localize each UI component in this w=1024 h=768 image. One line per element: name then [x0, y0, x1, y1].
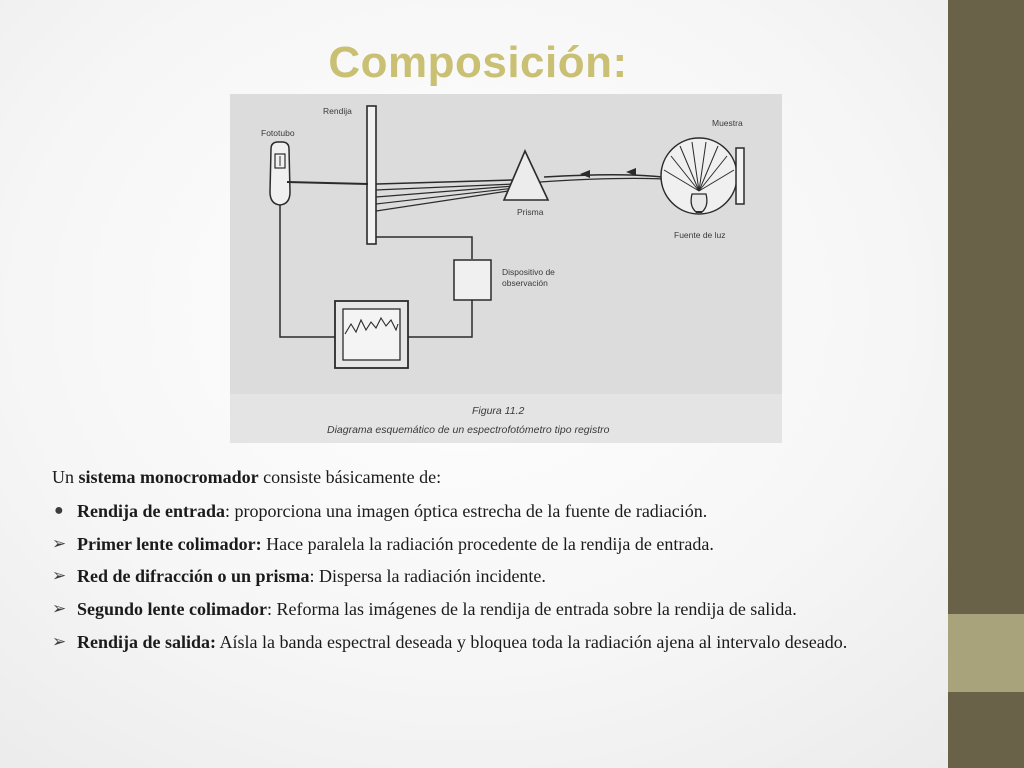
- figure-caption-number: Figura 11.2: [472, 405, 525, 417]
- label-fuente: Fuente de luz: [674, 230, 726, 240]
- slit-plate: [367, 106, 376, 244]
- list-item: ➢ Red de difracción o un prisma: Dispersa la radiación incidente.: [52, 566, 546, 587]
- intro-bold-term: sistema monocromador: [78, 467, 259, 487]
- label-rendija: Rendija: [323, 106, 352, 116]
- sample-holder: [736, 148, 744, 204]
- arrow-bullet-icon: ➢: [52, 533, 67, 553]
- label-prisma: Prisma: [517, 207, 544, 217]
- intro-paragraph: Un sistema monocromador consiste básicamente de:: [52, 467, 442, 487]
- observation-device: [454, 260, 491, 300]
- phototube-icon: [270, 142, 290, 205]
- arrow-bullet-icon: ➢: [52, 599, 67, 618]
- right-sidebar-accent: [948, 614, 1024, 692]
- label-dispositivo-line1: Dispositivo de: [502, 267, 555, 277]
- light-source-icon: [661, 138, 737, 214]
- label-fototubo: Fototubo: [261, 128, 295, 138]
- list-item: ➢ Primer lente colimador: Hace paralela la radiación procedente de la rendija de entrada.: [52, 533, 714, 554]
- label-dispositivo-line2: observación: [502, 278, 548, 288]
- spectrophotometer-diagram: [230, 94, 782, 443]
- label-muestra: Muestra: [712, 118, 743, 128]
- figure-caption-text: Diagrama esquemático de un espectrofotómetro tipo registro: [327, 424, 610, 436]
- dot-bullet-icon: ●: [54, 501, 64, 519]
- recorder-monitor-icon: [335, 301, 408, 368]
- list-item: ● Rendija de entrada: proporciona una imagen óptica estrecha de la fuente de radiación.: [54, 500, 708, 521]
- list-item: ➢ Rendija de salida: Aísla la banda espectral deseada y bloquea toda la radiación ajena al intervalo deseado.: [52, 631, 848, 652]
- arrow-bullet-icon: ➢: [52, 631, 67, 651]
- arrow-bullet-icon: ➢: [52, 566, 67, 586]
- list-item: ➢ Segundo lente colimador: Reforma las imágenes de la rendija de entrada sobre la rendija de salida.: [52, 599, 797, 619]
- body-text: [52, 466, 939, 664]
- slide-title: Composición:: [328, 38, 628, 87]
- component-list: [52, 500, 939, 655]
